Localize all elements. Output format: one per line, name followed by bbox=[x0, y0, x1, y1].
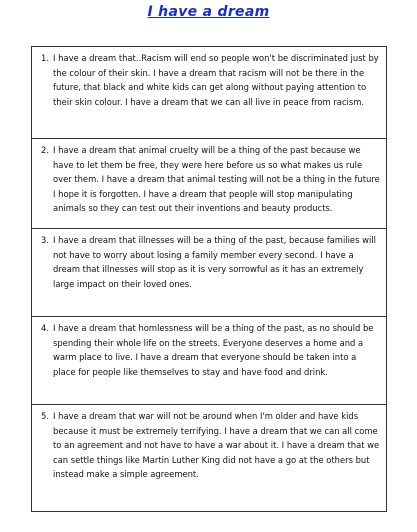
item-text: I have a dream that war will not be around when I'm older and have kids because it must be extremely terrifying. I have a dream that we can all come to an agreement and not have to have a war about it. I have a dream that we can settle things like Martin Luther King did not have a go at the others but instead make a simple agreement. bbox=[53, 411, 380, 479]
dream-table bbox=[31, 46, 387, 512]
table-cell bbox=[32, 139, 386, 229]
item-number: 4. bbox=[41, 323, 49, 333]
item-text: I have a dream that..Racism will end so people won't be discriminated just by the colour of their skin. I have a dream that racism will not be there in the future, that black and white kids can get along without paying attention to their skin colour. I have a dream that we can all live in peace from racism. bbox=[53, 53, 379, 107]
item-number: 2. bbox=[41, 145, 49, 155]
table-cell bbox=[32, 229, 386, 317]
page-title: I have a dream bbox=[147, 4, 270, 20]
item-number: 5. bbox=[41, 411, 49, 421]
item-text: I have a dream that homlessness will be a thing of the past, as no should be spending their whole life on the streets. Everyone deserves a home and a warm place to live. I have a dream that everyone should be taken into a place for people like themselves to stay and have food and drink. bbox=[53, 323, 374, 377]
item-number: 3. bbox=[41, 235, 49, 245]
item-number: 1. bbox=[41, 53, 49, 63]
item-text: I have a dream that illnesses will be a thing of the past, because families will not have to worry about losing a family member every second. I have a dream that illnesses will stop as it is very sorrowful as it has an extremely large impact on their loved ones. bbox=[53, 235, 376, 289]
table-cell bbox=[32, 47, 386, 139]
table-cell bbox=[32, 405, 386, 511]
item-text: I have a dream that animal cruelty will be a thing of the past because we have to let them be free, they were here before us so what makes us rule over them. I have a dream that animal testing will not be a thing in the future I hope it is forgotten. I have a dream that people will stop manipulating animals so they can test out their inventions and beauty products. bbox=[53, 145, 380, 213]
table-cell bbox=[32, 317, 386, 405]
